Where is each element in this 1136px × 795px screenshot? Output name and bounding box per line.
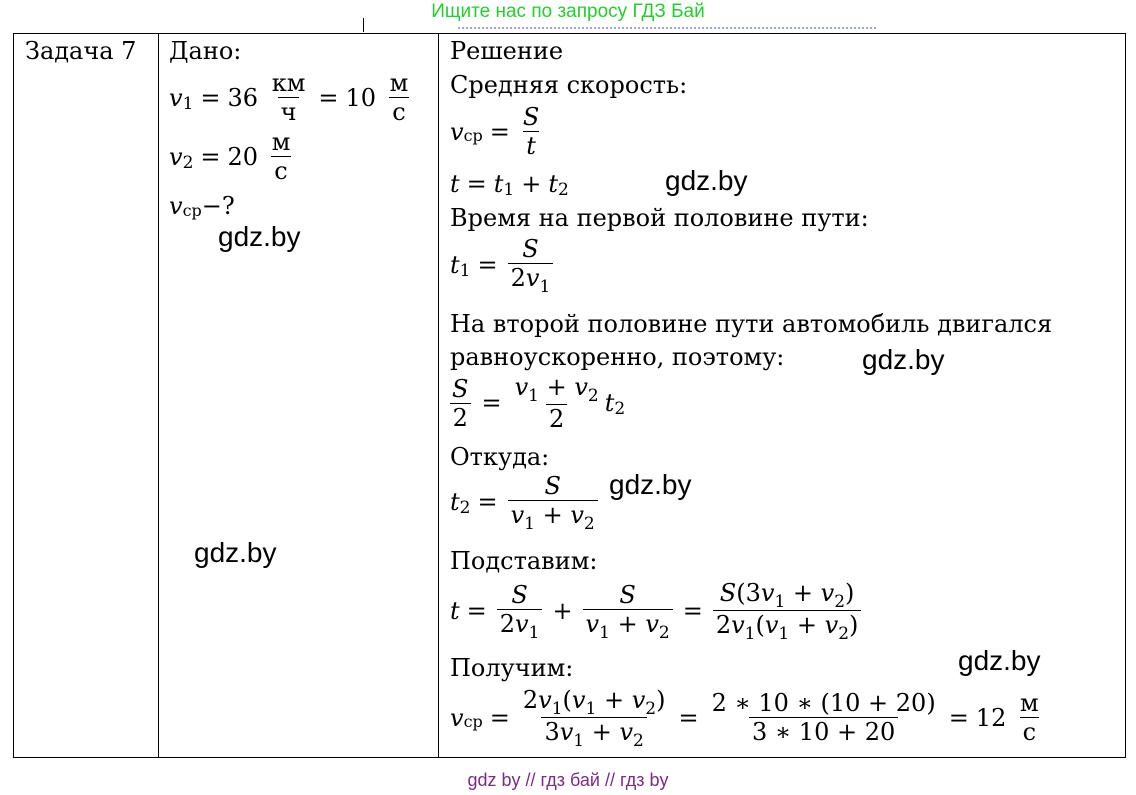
- formula-t-sum: t = t 1 + t 2: [450, 170, 569, 200]
- numeric-fraction: $\frac{2 ∗ 10 ∗ (10 + 20)}{3 ∗ 10 + 20}$: [711, 689, 936, 746]
- given-find: v ср −?: [169, 192, 235, 220]
- get-text: Получим:: [450, 654, 574, 682]
- formula-t2: t 2 = $\frac{S}{v_1 + v_2}$: [450, 472, 601, 532]
- result-value: 12: [975, 703, 1007, 732]
- whence-text: Откуда:: [450, 443, 550, 471]
- column-divider-1: [158, 33, 159, 758]
- result-unit: $\frac{м}{с}$: [1019, 689, 1039, 746]
- watermark-4: gdz.by: [609, 469, 692, 500]
- given-title: Дано:: [169, 37, 242, 65]
- solution-title: Решение: [450, 37, 564, 65]
- second-half-text-1: На второй половине пути автомобиль двигался: [450, 310, 1053, 338]
- v1-unit-fraction: $\frac{км}{ч}$: [271, 69, 306, 126]
- v2-unit-fraction: $\frac{м}{с}$: [271, 128, 291, 185]
- ms-unit-fraction: $\frac{м}{с}$: [389, 69, 409, 126]
- formula-t-combined: t = $\frac{S}{2v_1}$ + $\frac{S}{v_1 + v_2}$ = $\frac{S(3v_1 + v_2)}{2v_1(v_1 + v_2)}$: [450, 579, 864, 642]
- substitute-text: Подставим:: [450, 547, 598, 575]
- v2-value: 20: [227, 142, 259, 171]
- bottom-banner: gdz by // гдз бай // гдз by: [467, 770, 669, 790]
- top-banner: Ищите нас по запросу ГДЗ Бай: [431, 1, 705, 22]
- formula-vavg: v ср = $\frac{S}{t}$: [450, 103, 540, 160]
- header-tick: [363, 18, 364, 32]
- v1-si-value: 10: [345, 83, 377, 112]
- formula-result: v ср = $\frac{2v_1(v_1 + v_2)}{3v_1 + v_2}$ = $\frac{2 ∗ 10 ∗ (10 + 20)}{3 ∗ 10 + 20}$ = 12 $\frac{м}{с}$: [450, 686, 1045, 749]
- watermark-5: gdz.by: [194, 537, 277, 568]
- given-v1: v 1 = 36 $\frac{км}{ч}$ = 10 $\frac{м}{с}$: [169, 69, 414, 126]
- watermark-2: gdz.by: [665, 165, 748, 196]
- watermark-1: gdz.by: [218, 221, 301, 252]
- column-divider-2: [438, 33, 439, 758]
- watermark-3: gdz.by: [862, 344, 945, 375]
- formula-half-distance: $\frac{S}{2}$ = $\frac{v_1 + v_2}{2}$ t 2: [446, 373, 625, 433]
- time-first-half-text: Время на первой половине пути:: [450, 204, 869, 232]
- v1-value: 36: [227, 83, 259, 112]
- task-label: Задача 7: [25, 37, 137, 65]
- watermark-6: gdz.by: [958, 645, 1041, 676]
- given-v2: v 2 = 20 $\frac{м}{с}$: [169, 128, 296, 185]
- avg-speed-text: Средняя скорость:: [450, 71, 688, 99]
- formula-t1: t 1 = $\frac{S}{2v_1}$: [450, 235, 556, 295]
- second-half-text-2: равноускоренно, поэтому:: [450, 343, 785, 371]
